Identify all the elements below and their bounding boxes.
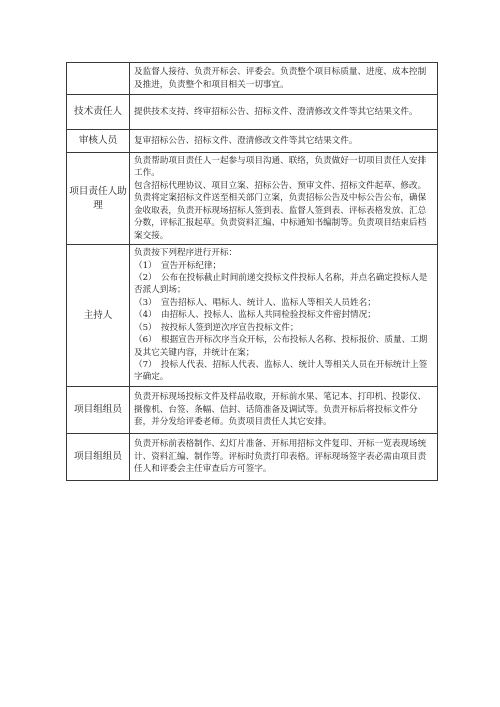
duty-line: 包含招标代理协议、项目立案、招标公告、预审文件、招标文件起草、修改。负责将定案招标文件送至相关部门立案，负责招标公告及中标公告公布，确保金收取表，负责开标现场招标人签到表、监督人签到表、评标表格发放、汇总分数，评标汇报起草。负责资料汇编、中标通知书编制等。负责项目结束后档案交接。 xyxy=(134,180,427,241)
duty-line: 提供技术支持、终审招标公告、招标文件、澄清修改文件等其它结果文件。 xyxy=(134,106,418,117)
role-cell: 项目组组员 xyxy=(67,434,130,481)
duty-line: （7） 投标人代表、招标人代表、监标人、统计人等相关人员在开标统计上签字确定。 xyxy=(134,359,428,383)
role-cell xyxy=(67,63,130,95)
duty-line: （4） 由招标人、投标人、监标人共同检验投标文件密封情况； xyxy=(134,310,376,321)
duty-line: 及监督人接待、负责开标会、评委会。负责整个项目标质量、进度、成本控制及推进，负责整个和项目相关一切事宜。 xyxy=(134,67,427,90)
table-row xyxy=(67,95,438,130)
duty-line: （5） 按投标人签到逆次序宣告投标文件； xyxy=(134,322,299,333)
table-row xyxy=(67,153,438,245)
duty-cell xyxy=(130,387,438,434)
role-cell: 审核人员 xyxy=(67,130,130,153)
duty-cell xyxy=(130,153,438,245)
role-cell: 主持人 xyxy=(67,245,130,387)
duty-line: 负责开标前表格制作、幻灯片准备、开标用招标文件复印、开标一览表现场统计、资料汇编、制作等。评标时负责打印表格。评标现场签字表必需由项目责任人和评委会主任审查后方可签字。 xyxy=(134,439,427,475)
duty-cell xyxy=(130,63,438,95)
duty-line: 负责开标现场投标文件及样品收取，开标前水果、笔记本、打印机、投影仪、摄像机、台签、条幅、信封、话筒准备及调试等。负责开标后将投标文件分套，并分发给评委老师。负责项目责任人其它安排。 xyxy=(134,392,427,428)
duty-line: 负责帮助项目责任人一起参与项目沟通、联络，负责做好一切项目责任人安排工作。 xyxy=(134,156,427,179)
table-body xyxy=(67,63,438,481)
responsibility-table xyxy=(66,62,438,481)
duty-line: （1） 宣告开标纪律； xyxy=(134,260,222,271)
table-row xyxy=(67,130,438,153)
table-row xyxy=(67,434,438,481)
duty-cell xyxy=(130,130,438,153)
duty-line: 负责按下列程序进行开标： xyxy=(134,248,238,259)
role-cell: 项目责任人助理 xyxy=(67,153,130,245)
duty-line: （3） 宣告招标人、唱标人、统计人、监标人等相关人员姓名； xyxy=(134,297,376,308)
duty-line: 复审招标公告、招标文件、澄清修改文件等其它结果文件。 xyxy=(134,135,358,146)
table-row xyxy=(67,245,438,387)
duty-cell xyxy=(130,95,438,130)
table-row xyxy=(67,387,438,434)
duty-line: （2） 公布在投标截止时间前递交投标文件投标人名称，并点名确定投标人是否派人到场； xyxy=(134,273,428,296)
table-row xyxy=(67,63,438,95)
duty-line: （6） 根据宣告开标次序当众开标，公布投标人名称、投标报价、质量、工期及其它关键内容，并统计在案； xyxy=(134,335,428,358)
role-cell: 技术责任人 xyxy=(67,95,130,130)
duty-cell xyxy=(130,245,438,387)
role-cell: 项目组组员 xyxy=(67,387,130,434)
duty-cell xyxy=(130,434,438,481)
